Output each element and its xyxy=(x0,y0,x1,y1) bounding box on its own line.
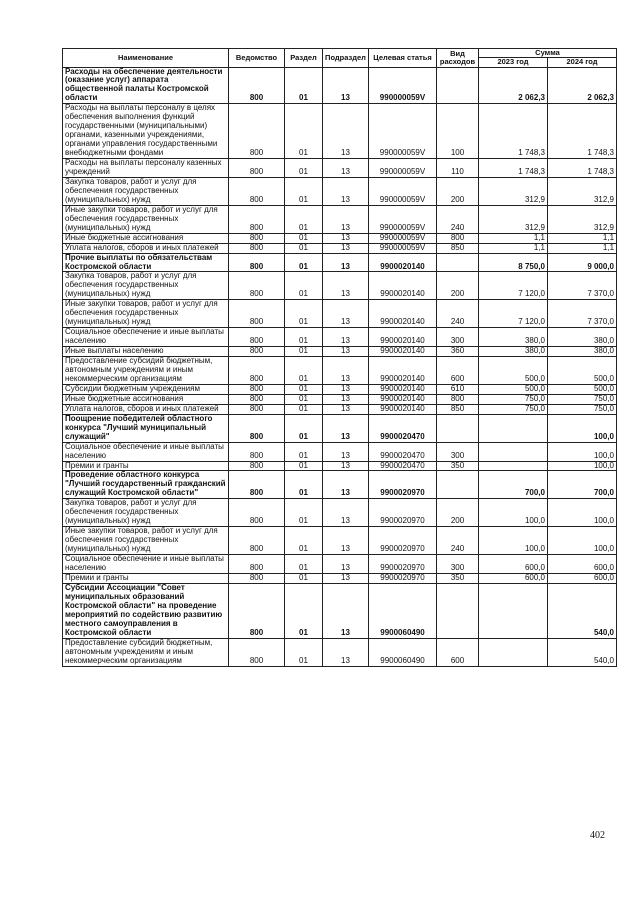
table-row xyxy=(63,384,617,394)
cell-target: 9900020970 xyxy=(369,555,437,574)
cell-name: Расходы на обеспечение деятельности (оказание услуг) аппарата общественной палаты Костромской области xyxy=(63,67,229,104)
cell-name: Закупка товаров, работ и услуг для обеспечения государственных (муниципальных) нужд xyxy=(63,499,229,527)
header-subsection: Подраздел xyxy=(323,49,369,68)
cell-subsection: 13 xyxy=(323,67,369,104)
cell-dept: 800 xyxy=(229,527,285,555)
cell-sum-2024: 1,1 xyxy=(548,243,617,253)
cell-dept: 800 xyxy=(229,300,285,328)
cell-sum-2023: 312,9 xyxy=(479,177,548,205)
cell-target: 9900020140 xyxy=(369,357,437,385)
cell-target: 9900020140 xyxy=(369,300,437,328)
cell-subsection: 13 xyxy=(323,328,369,347)
cell-subsection: 13 xyxy=(323,357,369,385)
cell-subsection: 13 xyxy=(323,205,369,233)
cell-section: 01 xyxy=(285,177,323,205)
cell-section: 01 xyxy=(285,328,323,347)
cell-dept: 800 xyxy=(229,357,285,385)
cell-sum-2023: 750,0 xyxy=(479,394,548,404)
header-target: Целевая статья xyxy=(369,49,437,68)
table-row xyxy=(63,347,617,357)
cell-target: 9900020140 xyxy=(369,404,437,414)
table-row xyxy=(63,404,617,414)
cell-target: 9900060490 xyxy=(369,638,437,666)
cell-target: 990000059V xyxy=(369,243,437,253)
cell-exptype: 850 xyxy=(437,243,479,253)
cell-section: 01 xyxy=(285,253,323,272)
cell-sum-2023: 2 062,3 xyxy=(479,67,548,104)
cell-exptype: 300 xyxy=(437,555,479,574)
page-number: 402 xyxy=(590,830,605,841)
cell-sum-2024: 2 062,3 xyxy=(548,67,617,104)
cell-name: Социальное обеспечение и иные выплаты населению xyxy=(63,442,229,461)
cell-exptype: 240 xyxy=(437,527,479,555)
cell-name: Иные бюджетные ассигнования xyxy=(63,394,229,404)
table-row xyxy=(63,461,617,471)
cell-sum-2023: 380,0 xyxy=(479,328,548,347)
cell-target: 9900020970 xyxy=(369,471,437,499)
table-row xyxy=(63,253,617,272)
cell-exptype: 110 xyxy=(437,159,479,178)
cell-subsection: 13 xyxy=(323,499,369,527)
cell-section: 01 xyxy=(285,384,323,394)
cell-sum-2024: 312,9 xyxy=(548,177,617,205)
cell-exptype: 350 xyxy=(437,461,479,471)
cell-target: 9900020970 xyxy=(369,499,437,527)
cell-sum-2023: 600,0 xyxy=(479,573,548,583)
cell-dept: 800 xyxy=(229,555,285,574)
cell-name: Иные выплаты населению xyxy=(63,347,229,357)
cell-sum-2023: 1 748,3 xyxy=(479,159,548,178)
cell-exptype: 200 xyxy=(437,272,479,300)
cell-sum-2023 xyxy=(479,583,548,638)
table-row xyxy=(63,272,617,300)
cell-section: 01 xyxy=(285,159,323,178)
cell-subsection: 13 xyxy=(323,253,369,272)
cell-exptype: 100 xyxy=(437,104,479,159)
cell-sum-2024: 7 370,0 xyxy=(548,272,617,300)
cell-name: Предоставление субсидий бюджетным, автономным учреждениям и иным некоммерческим организациям xyxy=(63,357,229,385)
cell-sum-2023: 7 120,0 xyxy=(479,272,548,300)
cell-sum-2023: 312,9 xyxy=(479,205,548,233)
cell-target: 9900020140 xyxy=(369,347,437,357)
cell-target: 990000059V xyxy=(369,67,437,104)
cell-target: 9900020470 xyxy=(369,442,437,461)
cell-subsection: 13 xyxy=(323,442,369,461)
cell-name: Прочие выплаты по обязательствам Костромской области xyxy=(63,253,229,272)
cell-dept: 800 xyxy=(229,638,285,666)
cell-dept: 800 xyxy=(229,347,285,357)
cell-subsection: 13 xyxy=(323,638,369,666)
cell-target: 9900020970 xyxy=(369,527,437,555)
cell-section: 01 xyxy=(285,638,323,666)
cell-section: 01 xyxy=(285,414,323,442)
cell-section: 01 xyxy=(285,499,323,527)
cell-subsection: 13 xyxy=(323,347,369,357)
cell-exptype: 350 xyxy=(437,573,479,583)
cell-sum-2024: 100,0 xyxy=(548,499,617,527)
cell-name: Премии и гранты xyxy=(63,573,229,583)
cell-sum-2024: 100,0 xyxy=(548,414,617,442)
cell-sum-2024: 540,0 xyxy=(548,638,617,666)
cell-target: 990000059V xyxy=(369,104,437,159)
cell-sum-2023: 1 748,3 xyxy=(479,104,548,159)
cell-sum-2024: 1,1 xyxy=(548,233,617,243)
cell-section: 01 xyxy=(285,104,323,159)
cell-subsection: 13 xyxy=(323,159,369,178)
cell-exptype: 300 xyxy=(437,328,479,347)
header-section: Раздел xyxy=(285,49,323,68)
cell-sum-2023: 7 120,0 xyxy=(479,300,548,328)
cell-section: 01 xyxy=(285,347,323,357)
cell-section: 01 xyxy=(285,272,323,300)
cell-subsection: 13 xyxy=(323,583,369,638)
table-row xyxy=(63,159,617,178)
cell-section: 01 xyxy=(285,555,323,574)
cell-dept: 800 xyxy=(229,394,285,404)
table-row xyxy=(63,414,617,442)
cell-name: Социальное обеспечение и иные выплаты населению xyxy=(63,555,229,574)
cell-section: 01 xyxy=(285,471,323,499)
cell-dept: 800 xyxy=(229,583,285,638)
cell-sum-2024: 600,0 xyxy=(548,555,617,574)
table-row xyxy=(63,394,617,404)
cell-dept: 800 xyxy=(229,442,285,461)
cell-sum-2023: 380,0 xyxy=(479,347,548,357)
cell-sum-2024: 312,9 xyxy=(548,205,617,233)
cell-dept: 800 xyxy=(229,499,285,527)
cell-dept: 800 xyxy=(229,404,285,414)
cell-dept: 800 xyxy=(229,471,285,499)
table-row xyxy=(63,67,617,104)
cell-target: 9900020140 xyxy=(369,328,437,347)
cell-name: Субсидии бюджетным учреждениям xyxy=(63,384,229,394)
cell-target: 9900020140 xyxy=(369,272,437,300)
cell-dept: 800 xyxy=(229,461,285,471)
cell-sum-2023: 1,1 xyxy=(479,233,548,243)
cell-sum-2024: 100,0 xyxy=(548,442,617,461)
cell-name: Закупка товаров, работ и услуг для обеспечения государственных (муниципальных) нужд xyxy=(63,272,229,300)
cell-target: 990000059V xyxy=(369,205,437,233)
cell-sum-2024: 540,0 xyxy=(548,583,617,638)
cell-section: 01 xyxy=(285,205,323,233)
cell-sum-2024: 750,0 xyxy=(548,394,617,404)
cell-sum-2024: 100,0 xyxy=(548,461,617,471)
cell-dept: 800 xyxy=(229,233,285,243)
table-row xyxy=(63,583,617,638)
table-row xyxy=(63,573,617,583)
cell-name: Расходы на выплаты персоналу в целях обеспечения выполнения функций государственными (муниципальными) органами, казенными учреждениями, органами управления государственными внебюджетными фондами xyxy=(63,104,229,159)
header-dept: Ведомство xyxy=(229,49,285,68)
cell-exptype: 610 xyxy=(437,384,479,394)
cell-target: 9900020140 xyxy=(369,384,437,394)
cell-section: 01 xyxy=(285,300,323,328)
table-body xyxy=(63,67,617,666)
cell-section: 01 xyxy=(285,357,323,385)
cell-sum-2023: 500,0 xyxy=(479,384,548,394)
cell-section: 01 xyxy=(285,67,323,104)
cell-name: Уплата налогов, сборов и иных платежей xyxy=(63,243,229,253)
header-year-2024: 2024 год xyxy=(548,58,617,67)
cell-sum-2024: 500,0 xyxy=(548,357,617,385)
cell-exptype: 300 xyxy=(437,442,479,461)
cell-sum-2024: 9 000,0 xyxy=(548,253,617,272)
cell-sum-2023 xyxy=(479,414,548,442)
cell-dept: 800 xyxy=(229,159,285,178)
cell-exptype: 200 xyxy=(437,177,479,205)
cell-target: 990000059V xyxy=(369,233,437,243)
cell-section: 01 xyxy=(285,442,323,461)
cell-dept: 800 xyxy=(229,573,285,583)
table-row xyxy=(63,442,617,461)
table-row xyxy=(63,555,617,574)
cell-sum-2023: 700,0 xyxy=(479,471,548,499)
cell-sum-2023: 750,0 xyxy=(479,404,548,414)
cell-exptype xyxy=(437,253,479,272)
table-row xyxy=(63,499,617,527)
cell-exptype: 200 xyxy=(437,499,479,527)
cell-subsection: 13 xyxy=(323,471,369,499)
cell-target: 9900020140 xyxy=(369,253,437,272)
cell-section: 01 xyxy=(285,394,323,404)
cell-subsection: 13 xyxy=(323,233,369,243)
cell-subsection: 13 xyxy=(323,555,369,574)
cell-exptype: 850 xyxy=(437,404,479,414)
cell-exptype xyxy=(437,414,479,442)
cell-subsection: 13 xyxy=(323,104,369,159)
cell-dept: 800 xyxy=(229,177,285,205)
cell-target: 9900020140 xyxy=(369,394,437,404)
cell-sum-2024: 380,0 xyxy=(548,328,617,347)
cell-name: Иные бюджетные ассигнования xyxy=(63,233,229,243)
cell-subsection: 13 xyxy=(323,527,369,555)
cell-sum-2024: 700,0 xyxy=(548,471,617,499)
cell-sum-2023: 600,0 xyxy=(479,555,548,574)
cell-sum-2023: 8 750,0 xyxy=(479,253,548,272)
cell-sum-2023 xyxy=(479,442,548,461)
cell-subsection: 13 xyxy=(323,404,369,414)
cell-subsection: 13 xyxy=(323,243,369,253)
cell-exptype xyxy=(437,67,479,104)
budget-table xyxy=(62,48,617,667)
cell-exptype: 600 xyxy=(437,638,479,666)
header-sum: Сумма xyxy=(479,49,617,58)
cell-dept: 800 xyxy=(229,253,285,272)
table-row xyxy=(63,205,617,233)
cell-name: Социальное обеспечение и иные выплаты населению xyxy=(63,328,229,347)
cell-exptype: 600 xyxy=(437,357,479,385)
cell-section: 01 xyxy=(285,583,323,638)
table-row xyxy=(63,328,617,347)
header-year-2023: 2023 год xyxy=(479,58,548,67)
cell-section: 01 xyxy=(285,461,323,471)
cell-sum-2023: 100,0 xyxy=(479,527,548,555)
cell-subsection: 13 xyxy=(323,461,369,471)
cell-exptype: 360 xyxy=(437,347,479,357)
budget-table-container xyxy=(62,48,616,667)
cell-subsection: 13 xyxy=(323,414,369,442)
cell-target: 990000059V xyxy=(369,159,437,178)
cell-sum-2024: 1 748,3 xyxy=(548,159,617,178)
cell-exptype: 800 xyxy=(437,233,479,243)
cell-subsection: 13 xyxy=(323,300,369,328)
cell-subsection: 13 xyxy=(323,394,369,404)
cell-name: Иные закупки товаров, работ и услуг для обеспечения государственных (муниципальных) нужд xyxy=(63,300,229,328)
cell-dept: 800 xyxy=(229,272,285,300)
cell-exptype: 240 xyxy=(437,300,479,328)
table-row xyxy=(63,527,617,555)
cell-section: 01 xyxy=(285,233,323,243)
cell-name: Поощрение победителей областного конкурса "Лучший муниципальный служащий" xyxy=(63,414,229,442)
cell-sum-2024: 380,0 xyxy=(548,347,617,357)
cell-dept: 800 xyxy=(229,328,285,347)
cell-section: 01 xyxy=(285,243,323,253)
cell-sum-2024: 750,0 xyxy=(548,404,617,414)
cell-exptype xyxy=(437,583,479,638)
cell-section: 01 xyxy=(285,527,323,555)
cell-subsection: 13 xyxy=(323,384,369,394)
cell-target: 9900020970 xyxy=(369,573,437,583)
cell-name: Иные закупки товаров, работ и услуг для обеспечения государственных (муниципальных) нужд xyxy=(63,205,229,233)
cell-target: 9900020470 xyxy=(369,461,437,471)
cell-sum-2023 xyxy=(479,461,548,471)
cell-subsection: 13 xyxy=(323,272,369,300)
cell-name: Уплата налогов, сборов и иных платежей xyxy=(63,404,229,414)
cell-exptype: 240 xyxy=(437,205,479,233)
cell-sum-2023: 100,0 xyxy=(479,499,548,527)
cell-exptype xyxy=(437,471,479,499)
cell-name: Премии и гранты xyxy=(63,461,229,471)
table-row xyxy=(63,357,617,385)
table-row xyxy=(63,233,617,243)
cell-sum-2024: 100,0 xyxy=(548,527,617,555)
cell-name: Предоставление субсидий бюджетным, автономным учреждениям и иным некоммерческим организациям xyxy=(63,638,229,666)
cell-subsection: 13 xyxy=(323,573,369,583)
cell-dept: 800 xyxy=(229,104,285,159)
cell-name: Расходы на выплаты персоналу казенных учреждений xyxy=(63,159,229,178)
cell-exptype: 800 xyxy=(437,394,479,404)
cell-target: 9900020470 xyxy=(369,414,437,442)
table-row xyxy=(63,471,617,499)
cell-dept: 800 xyxy=(229,414,285,442)
cell-sum-2024: 500,0 xyxy=(548,384,617,394)
table-row xyxy=(63,638,617,666)
header-name: Наименование xyxy=(63,49,229,68)
cell-sum-2024: 600,0 xyxy=(548,573,617,583)
cell-name: Субсидии Ассоциации "Совет муниципальных образований Костромской области" на проведение мероприятий по содействию развитию местного самоуправления в Костромской области xyxy=(63,583,229,638)
cell-dept: 800 xyxy=(229,384,285,394)
header-exptype: Вид расходов xyxy=(437,49,479,68)
table-row xyxy=(63,177,617,205)
cell-name: Проведение областного конкурса "Лучший государственный гражданский служащий Костромской области" xyxy=(63,471,229,499)
cell-sum-2024: 1 748,3 xyxy=(548,104,617,159)
cell-sum-2023 xyxy=(479,638,548,666)
table-row xyxy=(63,104,617,159)
cell-dept: 800 xyxy=(229,205,285,233)
cell-dept: 800 xyxy=(229,67,285,104)
cell-dept: 800 xyxy=(229,243,285,253)
cell-name: Иные закупки товаров, работ и услуг для обеспечения государственных (муниципальных) нужд xyxy=(63,527,229,555)
table-row xyxy=(63,243,617,253)
cell-target: 990000059V xyxy=(369,177,437,205)
cell-section: 01 xyxy=(285,404,323,414)
cell-section: 01 xyxy=(285,573,323,583)
table-header xyxy=(63,49,617,68)
table-row xyxy=(63,300,617,328)
cell-sum-2023: 500,0 xyxy=(479,357,548,385)
cell-name: Закупка товаров, работ и услуг для обеспечения государственных (муниципальных) нужд xyxy=(63,177,229,205)
cell-sum-2023: 1,1 xyxy=(479,243,548,253)
cell-target: 9900060490 xyxy=(369,583,437,638)
cell-sum-2024: 7 370,0 xyxy=(548,300,617,328)
cell-subsection: 13 xyxy=(323,177,369,205)
